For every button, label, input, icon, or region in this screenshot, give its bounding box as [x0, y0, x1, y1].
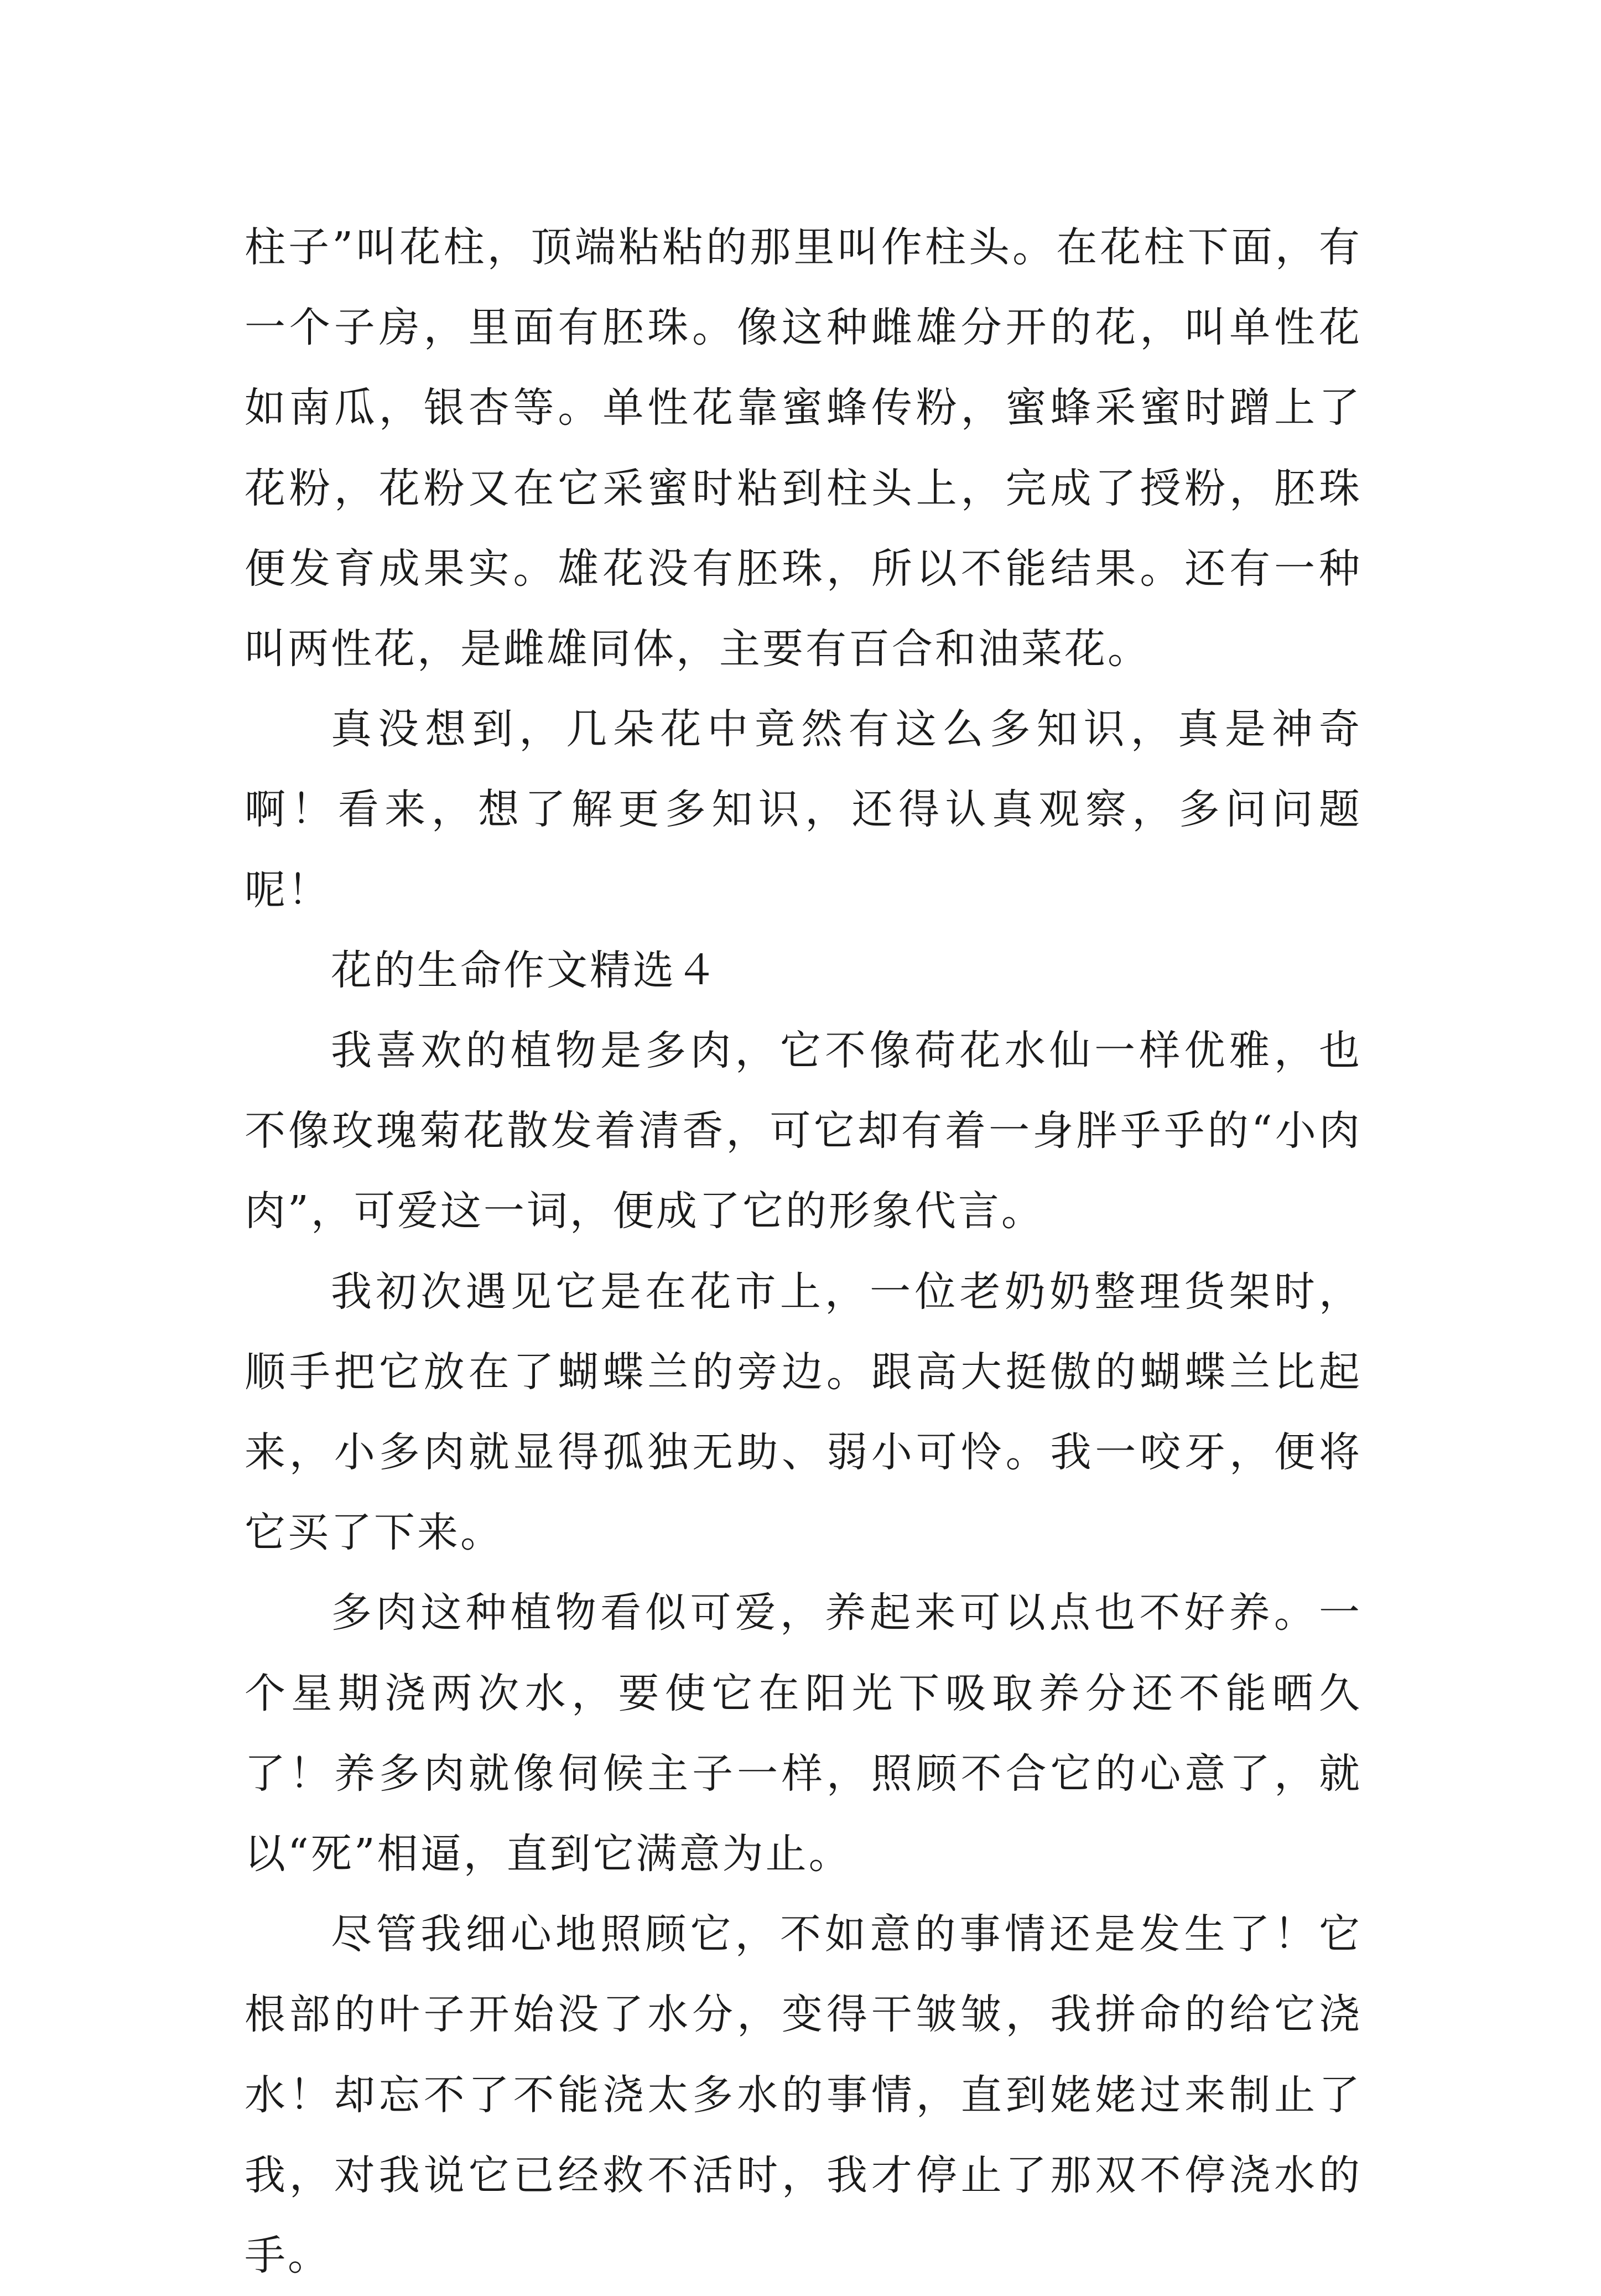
paragraph-flower-structure: 柱子”叫花柱，顶端粘粘的那里叫作柱头。在花柱下面，有一个子房，里面有胚珠。像这种雌雄分开的花，叫单性花如南瓜，银杏等。单性花靠蜜蜂传粉，蜜蜂采蜜时蹭上了花粉，花粉又在它采蜜时粘到柱头上，完成了授粉，胚珠便发育成果实。雄花没有胚珠，所以不能结果。还有一种叫两性花，是雌雄同体，主要有百合和油菜花。 — [245, 224, 1362, 673]
paragraph-mishap: 尽管我细心地照顾它，不如意的事情还是发生了！它根部的叶子开始没了水分，变得干皱皱，我拼命的给它浇水！却忘不了不能浇太多水的事情，直到姥姥过来制止了我，对我说它已经救不活时，我才停止了那双不停浇水的手。 — [245, 1910, 1362, 2280]
paragraph-surprise: 真没想到，几朵花中竟然有这么多知识，真是神奇啊！看来，想了解更多知识，还得认真观察，多问问题呢！ — [245, 705, 1362, 914]
paragraph-care: 多肉这种植物看似可爱，养起来可以点也不好养。一个星期浇两次水，要使它在阳光下吸取养分还不能晒久了！养多肉就像伺候主子一样，照顾不合它的心意了，就以“死”相逼，直到它满意为止。 — [245, 1589, 1362, 1878]
essay-body — [245, 207, 1362, 2296]
paragraph-succulent-intro: 我喜欢的植物是多肉，它不像荷花水仙一样优雅，也不像玫瑰菊花散发着清香，可它却有着一身胖乎乎的“小肉肉”，可爱这一词，便成了它的形象代言。 — [245, 1027, 1362, 1235]
paragraph-first-meeting: 我初次遇见它是在花市上，一位老奶奶整理货架时，顺手把它放在了蝴蝶兰的旁边。跟高大挺傲的蝴蝶兰比起来，小多肉就显得孤独无助、弱小可怜。我一咬牙，便将它买了下来。 — [245, 1268, 1362, 1557]
section-heading: 花的生命作文精选４ — [331, 946, 719, 994]
